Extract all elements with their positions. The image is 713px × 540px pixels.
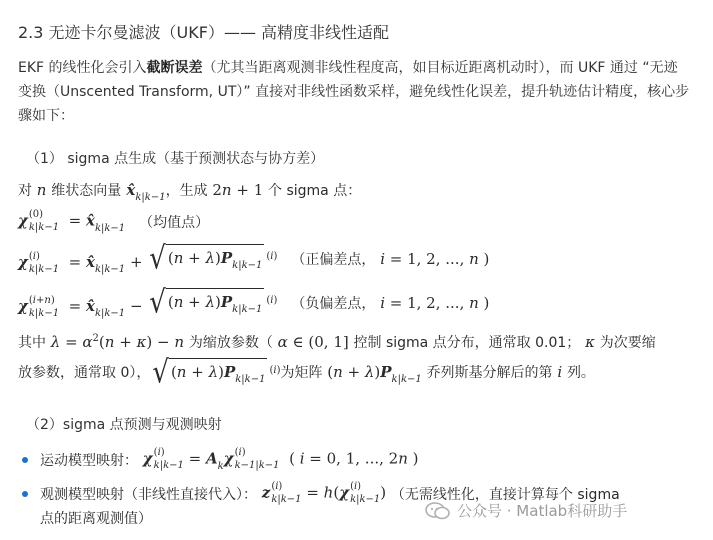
where-line-2 — [18, 355, 595, 391]
where-text-b: 为缩放参数（ — [188, 335, 273, 351]
where-text-g: 乔列斯基分解后的第 — [426, 365, 553, 381]
where-text-h: 列。 — [566, 365, 595, 381]
eq2-range: i = 1, 2, ..., n ) — [380, 294, 490, 313]
wechat-icon — [425, 501, 451, 521]
where-text-f: 为矩阵 — [280, 365, 323, 381]
intro-text-2: （尤其当距离观测非线性程度高，如目标近距离机动时），而 UKF 通过 “无迹变换（Unscented Transform, UT）” 直接对非线性函数采样，避免线性化误差，提升轨迹估计精度，核心步骤如下： — [18, 60, 690, 124]
where-text-a: 其中 — [18, 335, 46, 351]
eq1-note: （正偏差点， — [291, 252, 376, 269]
bullet2-note2: 点的距离观测值） — [40, 511, 152, 527]
lead-text-c: ，生成 — [165, 183, 208, 199]
math-n: n — [32, 181, 52, 199]
bullet2-label: 观测模型映射（非线性直接代入）： — [40, 486, 257, 503]
math-2n-plus-1: 2n + 1 — [207, 181, 269, 199]
eq2-note: （负偏差点， — [291, 296, 376, 313]
math-sqrt-column: √ $(n + \lambda)P_{k|k-1}$ $^{(i)}$ — [152, 355, 281, 391]
math-i: i — [557, 363, 563, 381]
watermark-text: 公众号 · Matlab科研助手 — [457, 502, 628, 520]
equation-mean-point — [18, 210, 209, 233]
where-text-e: 放参数，通常取 0）， — [18, 365, 151, 381]
eq2-math: χ (i+n) k|k−1 = $x̂_{k|k-1}$ − √ $(n + \lambda)P_{k|k-1}$ $^{(i)}$ — [18, 285, 278, 321]
intro-paragraph — [18, 56, 690, 128]
eq0-math: χ (0) k|k−1 = $x̂_{k|k-1}$ — [18, 209, 126, 234]
bullet1-label: 运动模型映射： — [40, 452, 138, 469]
lead-text-d: 个 sigma 点： — [268, 183, 362, 199]
bullet2-note: （无需线性化，直接计算每个 sigma — [390, 486, 620, 503]
where-text-c: 控制 sigma 点分布，通常取 0.01； — [353, 335, 581, 351]
equation-positive-point — [18, 241, 490, 277]
watermark — [425, 500, 627, 521]
math-kappa: κ — [585, 333, 595, 351]
math-matrix: $(n + \lambda)P_{k|k-1}$ — [322, 363, 422, 385]
equation-negative-point — [18, 285, 490, 321]
bullet2-math: z (i) k|k−1 = h(χ (i) k|k−1 ) — [261, 481, 391, 505]
eq0-note: （均值点） — [139, 214, 210, 231]
step1-title: （1） sigma 点生成（基于预测状态与协方差） — [26, 151, 325, 167]
bullet2-continuation — [40, 508, 152, 528]
bullet1-math: χ (i) k|k−1 = $A_k\chi$ (i) k−1|k−1 ( i = 0, 1, ..., 2n ) — [142, 447, 419, 472]
section-heading: 2.3 无迹卡尔曼滤波（UKF）—— 高精度非线性适配 — [18, 23, 390, 42]
bullet-dot-icon — [22, 457, 28, 463]
step1-lead-line — [18, 180, 362, 203]
eq1-range: i = 1, 2, ..., n ) — [380, 250, 490, 269]
intro-bold-term: 截断误差 — [146, 60, 203, 76]
intro-text-1: EKF 的线性化会引入 — [18, 60, 147, 76]
bullet-dot-icon — [22, 491, 28, 497]
math-lambda-def: $\lambda = \alpha^2(n + \kappa) - n$ — [50, 333, 185, 351]
bullet-motion-model — [22, 448, 418, 471]
math-x-hat: $x̂_{k|k-1}$ — [121, 181, 166, 203]
eq1-math: χ (i) k|k−1 = $x̂_{k|k-1}$ + √ $(n + \lambda)P_{k|k-1}$ $^{(i)}$ — [18, 241, 278, 277]
where-text-d: 为次要缩 — [599, 335, 656, 351]
where-line-1 — [18, 332, 656, 352]
lead-text-b: 维状态向量 — [51, 183, 122, 199]
lead-text-a: 对 — [18, 183, 32, 199]
math-alpha-range: α ∈ (0, 1] — [277, 333, 354, 351]
step2-title: （2）sigma 点预测与观测映射 — [26, 417, 222, 433]
